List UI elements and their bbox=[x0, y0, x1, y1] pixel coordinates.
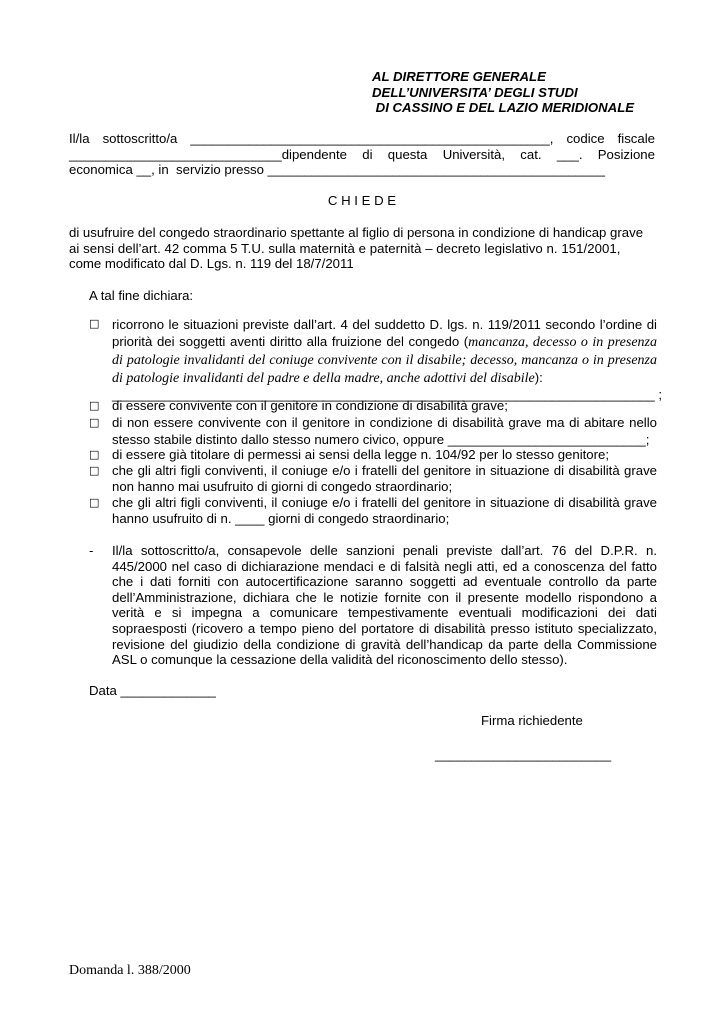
statement-block bbox=[89, 543, 657, 668]
item-1-fill-line: __________________________________________________________________________ ; bbox=[112, 387, 663, 402]
signature-line[interactable]: ________________________ bbox=[435, 747, 612, 762]
declaration-item-2 bbox=[89, 398, 657, 414]
intro-word: Il/la bbox=[69, 131, 90, 146]
item-3-text: di non essere convivente con il genitore in condizione di disabilità grave ma di abitare nello stesso stabile distinto dallo stesso numero civico, oppure ___________________________; bbox=[112, 415, 657, 447]
recipient-header bbox=[372, 69, 634, 116]
request-line-3: come modificato dal D. Lgs. n. 119 del 18/7/2011 bbox=[69, 256, 354, 272]
item-1-italic-text: mancanza, decesso o in presenza di patologie invalidanti del coniuge convivente con il disabile; decesso, mancanza o in presenza di patologie invalidanti del padre e della madre, anche adottivi del disabile bbox=[112, 335, 657, 386]
request-paragraph bbox=[69, 225, 655, 272]
dash-marker: - bbox=[89, 543, 94, 558]
declares-label: A tal fine dichiara: bbox=[89, 288, 194, 303]
checkbox-icon[interactable]: □ bbox=[89, 416, 100, 429]
declaration-item-6 bbox=[89, 495, 657, 526]
declaration-item-1 bbox=[89, 316, 663, 402]
item-6-text: che gli altri figli conviventi, il coniuge e/o i fratelli del genitore in situazione di disabilità grave hanno usufruito di n. ____ giorni di congedo straordinario; bbox=[112, 495, 657, 526]
intro-word: fiscale bbox=[617, 131, 655, 146]
intro-word: codice bbox=[566, 131, 605, 146]
intro-word: sottoscritto/a bbox=[102, 131, 178, 146]
intro-line-3: economica __, in servizio presso ______________________________________________ bbox=[69, 162, 606, 178]
item-5-text: che gli altri figli conviventi, il coniuge e/o i fratelli del genitore in situazione di disabilità grave non hanno mai usufruito di giorni di congedo straordinario; bbox=[112, 463, 657, 494]
intro-line-1 bbox=[69, 131, 655, 147]
category-field-line: ___. bbox=[556, 146, 583, 162]
intro-word: Posizione bbox=[597, 146, 655, 162]
item-1-text: ricorrono le situazioni previste dall’art. 4 del suddetto D. lgs. n. 119/2011 secondo l’ordine di priorità dei soggetti aventi diritto alla fruizione del congedo ( bbox=[112, 317, 657, 349]
intro-line-2 bbox=[69, 147, 655, 163]
intro-word: di bbox=[362, 146, 373, 162]
name-field-line: _________________________________________________, bbox=[190, 131, 554, 146]
request-line-1: di usufruire del congedo straordinario spettante al figlio di persona in condizione di handicap grave bbox=[69, 225, 644, 240]
request-line-2: ai sensi dell’art. 42 comma 5 T.U. sulla maternità e paternità – decreto legislativo n. 151/2001, bbox=[69, 240, 621, 256]
checkbox-icon[interactable]: □ bbox=[89, 399, 100, 412]
tax-code-field-line: _____________________________dipendente bbox=[69, 146, 347, 162]
footer-form-reference: Domanda l. 388/2000 bbox=[69, 963, 191, 978]
intro-word: questa bbox=[387, 146, 428, 162]
item-4-text: di essere già titolare di permessi ai sensi della legge n. 104/92 per lo stesso genitore; bbox=[112, 447, 610, 462]
intro-paragraph bbox=[69, 131, 655, 178]
checkbox-icon[interactable]: □ bbox=[89, 448, 100, 461]
intro-word: Università, bbox=[442, 146, 505, 162]
checkbox-icon[interactable]: □ bbox=[89, 464, 100, 477]
document-title: C H I E D E bbox=[327, 193, 397, 208]
declaration-item-5 bbox=[89, 463, 657, 494]
item-2-text: di essere convivente con il genitore in condizione di disabilità grave; bbox=[112, 398, 508, 413]
recipient-line-3: DI CASSINO E DEL LAZIO MERIDIONALE bbox=[372, 100, 635, 116]
recipient-line-1: AL DIRETTORE GENERALE bbox=[372, 69, 546, 84]
date-field[interactable]: Data _____________ bbox=[89, 683, 216, 698]
recipient-line-2: DELL’UNIVERSITA’ DEGLI STUDI bbox=[372, 84, 578, 100]
statement-text: Il/la sottoscritto/a, consapevole delle sanzioni penali previste dall’art. 76 del D.P.R. n. 445/2000 nel caso di dichiarazione mendaci e di falsità negli atti, ed a conoscenza del fatto che i dati forniti con autocertificazione saranno soggetti ad eventuale controllo da parte dell’Amministrazione, dichiara che le notizie fornite con il presente modello rispondono a verità e si impegna a comunicare tempestivamente eventuali modificazioni dei dati sopraesposti (ricovero a tempo pieno del portatore di disabilità presso istituto specializzato, revisione del giudizio della condizione di gravità dell’handicap da parte della Commissione ASL o comunque la cessazione della validità del riconoscimento dello stesso). bbox=[112, 543, 657, 668]
intro-word: cat. bbox=[520, 146, 542, 162]
declaration-item-4 bbox=[89, 447, 657, 463]
checkbox-icon[interactable]: □ bbox=[89, 496, 100, 509]
checkbox-icon[interactable]: □ bbox=[89, 317, 100, 330]
declaration-item-3 bbox=[89, 415, 657, 448]
item-1-end: ): bbox=[534, 370, 543, 385]
signature-label: Firma richiedente bbox=[481, 713, 583, 728]
